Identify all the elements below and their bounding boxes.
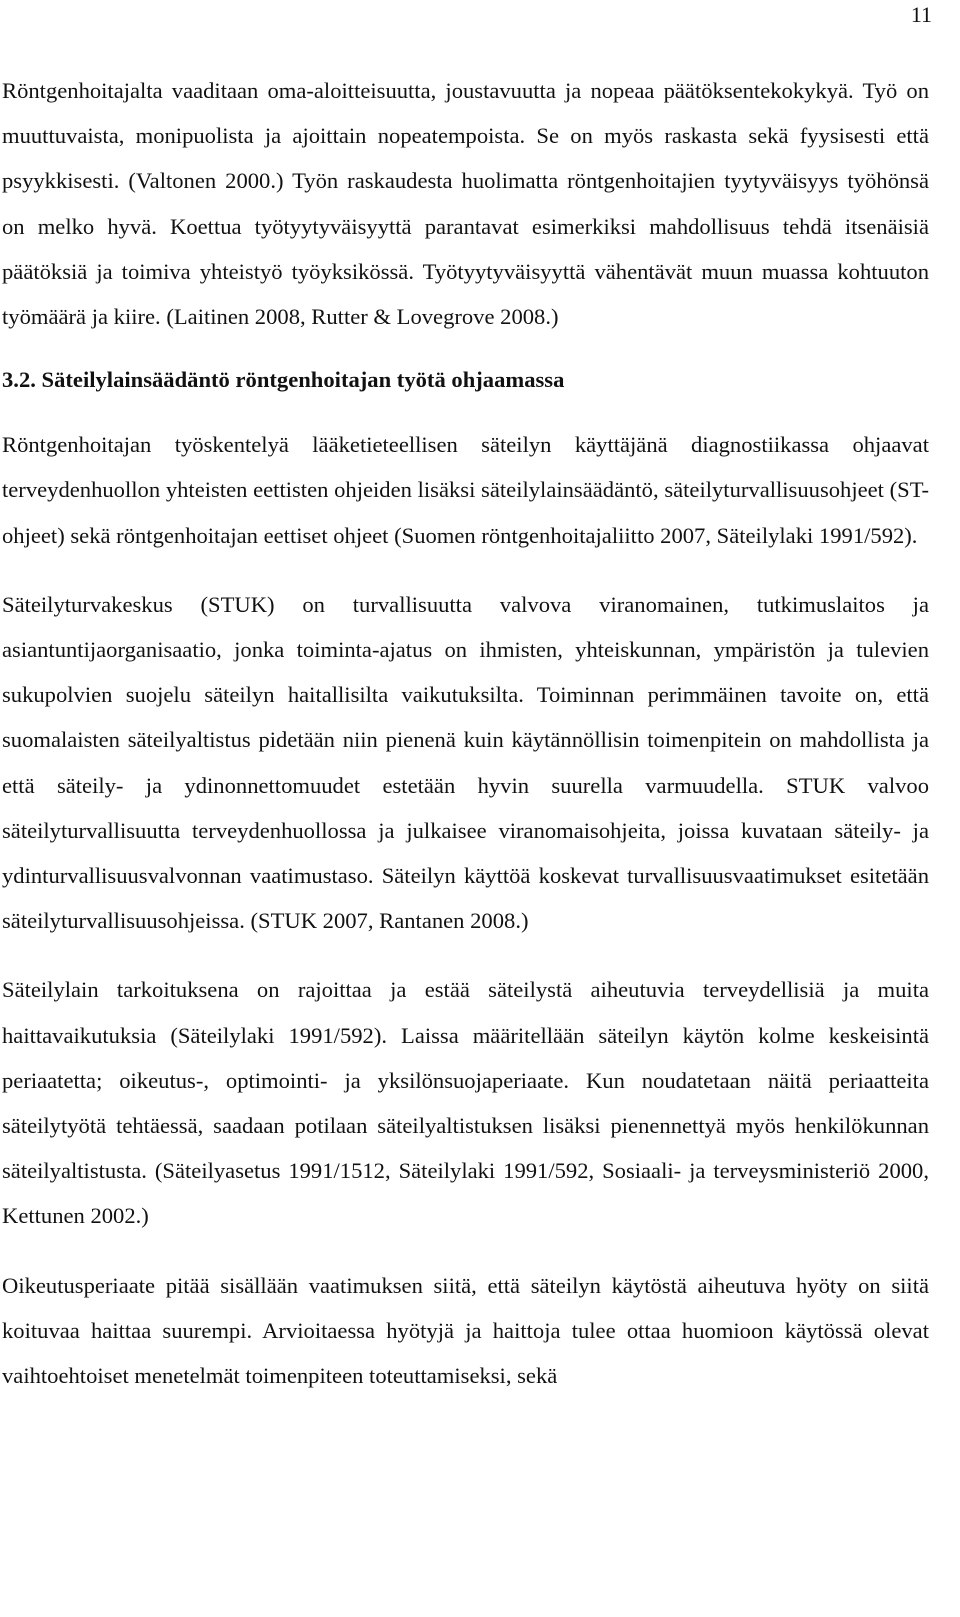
paragraph-workload: Röntgenhoitajalta vaaditaan oma-aloitteisuutta, joustavuutta ja nopeaa päätöksentekokykyä. Työ on muuttuvaista, monipuolista ja ajoittain nopeatempoista. Se on myös raskasta sekä fyysisesti että psyykkisesti. (Valtonen 2000.) Työn raskaudesta huolimatta röntgenhoitajien tyytyväisyys työhönsä on melko hyvä. Koettua työtyytyväisyyttä parantavat esimerkiksi mahdollisuus tehdä itsenäisiä päätöksiä ja toimiva yhteistyö työyksikössä. Työtyytyväisyyttä vähentävät muun muassa kohtuuton työmäärä ja kiire. (Laitinen 2008, Rutter & Lovegrove 2008.) bbox=[2, 78, 929, 330]
paragraph-radiation-law: Säteilylain tarkoituksena on rajoittaa ja estää säteilystä aiheutuvia terveydellisiä ja muita haittavaikutuksia (Säteilylaki 1991/592). Laissa määritellään säteilyn käytön kolme keskeisintä periaatetta; oikeutus-, optimointi- ja yksilönsuojaperiaate. Kun noudatetaan näitä periaatteita säteilytyötä tehtäessä, saadaan potilaan säteilyaltistuksen lisäksi pienennettyä myös henkilökunnan säteilyaltistusta. (Säteilyasetus 1991/1512, Säteilylaki 1991/592, Sosiaali- ja terveysministeriö 2000, Kettunen 2002.) bbox=[2, 977, 929, 1229]
paragraph-justification: Oikeutusperiaate pitää sisällään vaatimuksen siitä, että säteilyn käytöstä aiheutuva hyöty on siitä koituvaa haittaa suurempi. Arvioitaessa hyötyjä ja haittoja tulee ottaa huomioon käytössä olevat vaihtoehtoiset menetelmät toimenpiteen toteuttamiseksi, sekä bbox=[2, 1272, 929, 1389]
paragraph-stuk: Säteilyturvakeskus (STUK) on turvallisuutta valvova viranomainen, tutkimuslaitos ja asiantuntijaorganisaatio, jonka toiminta-ajatus on ihmisten, yhteiskunnan, ympäristön ja tulevien sukupolvien suojelu säteilyn haitallisilta vaikutuksilta. Toiminnan perimmäinen tavoite on, että suomalaisten säteilyaltistus pidetään niin pienenä kuin käytännöllisin toimenpitein on mahdollista ja että säteily- ja ydinonnettomuudet estetään hyvin suurella varmuudella. STUK valvoo säteilyturvallisuutta terveydenhuollossa ja julkaisee viranomaisohjeita, joissa kuvataan säteily- ja ydinturvallisuusvalvonnan vaatimustaso. Säteilyn käyttöä koskevat turvallisuusvaatimukset esitetään säteilyturvallisuusohjeissa. (STUK 2007, Rantanen 2008.) bbox=[2, 591, 929, 934]
spacer bbox=[2, 339, 929, 357]
paragraph-guidelines: Röntgenhoitajan työskentelyä lääketieteellisen säteilyn käyttäjänä diagnostiikassa ohjaavat terveydenhuollon yhteisten eettisten ohjeiden lisäksi säteilylainsäädäntö, säteilyturvallisuusohjeet (ST-ohjeet) sekä röntgenhoitajan eettiset ohjeet (Suomen röntgenhoitajaliitto 2007, Säteilylaki 1991/592). bbox=[2, 432, 929, 548]
spacer bbox=[2, 943, 929, 967]
spacer bbox=[2, 558, 929, 582]
document-body bbox=[2, 68, 929, 1398]
page-number: 11 bbox=[910, 2, 932, 27]
spacer bbox=[2, 402, 929, 422]
spacer bbox=[2, 1239, 929, 1263]
section-heading: 3.2. Säteilylainsäädäntö röntgenhoitajan työtä ohjaamassa bbox=[2, 367, 565, 393]
